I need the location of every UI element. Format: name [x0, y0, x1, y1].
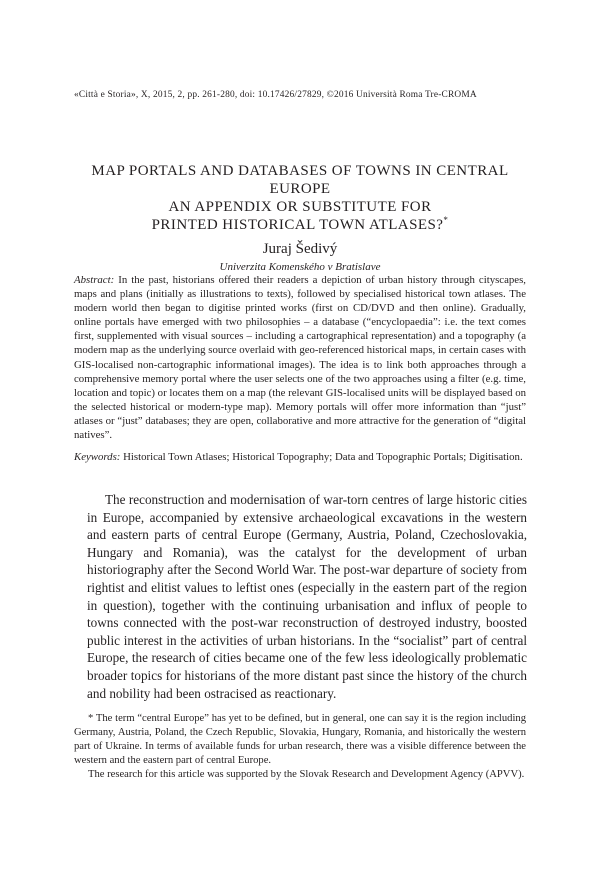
title-footnote-marker[interactable]: * [443, 215, 449, 225]
keywords-label: Keywords: [74, 451, 121, 463]
article-title-line-2: AN APPENDIX OR SUBSTITUTE FOR [168, 199, 432, 215]
title-block [60, 162, 540, 275]
keywords [74, 450, 526, 464]
abstract [74, 273, 526, 442]
abstract-text: In the past, historians offered their readers a depiction of urban history through cityscapes, maps and plans (initially as illustrations to texts), followed by specialised historical town atlases. The modern world then began to digitise printed works (first on CD/DVD and then online). Gradually, online portals have emerged with two philosophies – a database (“encyclopaedia”: i.e. the text comes first, supplemented with visual sources – including a cartographical representation) and a topography (a modern map as the underlying source overlaid with geo-referenced historical maps, in certain cases with GIS-localised non-cartographic informational images). The idea is to link both approaches through a comprehensive memory portal where the user selects one of the two approaches using a filter (e.g. time, location and topic) or locates them on a map (the relevant GIS-localised units will be displayed based on the selected historical or modern-type map). Memory portals will offer more information than “just” atlases or “just” databases; they are open, collaborative and more attractive for the generation of “digital natives”. [74, 274, 526, 442]
footnote-1: * The term “central Europe” has yet to be defined, but in general, one can say it is the region including Germany, Austria, Poland, the Czech Republic, Slovakia, Hungary, Romania, and historically the western part of Ukraine. In terms of available funds for urban research, there was a visible difference between the western and the eastern part of central Europe. [74, 713, 526, 766]
body-text [87, 491, 527, 702]
author-name: Juraj Šedivý [262, 241, 338, 257]
footnote-2: The research for this article was supported by the Slovak Research and Development Agency (APVV). [88, 769, 525, 780]
article-title-line-3 [60, 216, 540, 234]
abstract-label: Abstract: [74, 274, 115, 286]
author-affiliation: Univerzita Komenského v Bratislave [219, 261, 381, 273]
article-title-line-3-text: PRINTED HISTORICAL TOWN ATLASES? [151, 217, 444, 233]
footnotes [74, 712, 526, 782]
article-title-line-1: MAP PORTALS AND DATABASES OF TOWNS IN CENTRAL EUROPE [91, 163, 509, 197]
running-head: «Città e Storia», X, 2015, 2, pp. 261-280, doi: 10.17426/27829, ©2016 Università Roma Tre-CROMA [74, 90, 477, 100]
body-paragraph: The reconstruction and modernisation of war-torn centres of large historic cities in Europe, accompanied by extensive archaeological excavations in the western and eastern parts of central Europe (Germany, Austria, Poland, Czechoslovakia, Hungary and Romania), was the catalyst for the development of urban historiography after the Second World War. The post-war departure of society from rightist and elitist values to leftist ones (especially in the eastern part of the region in question), together with the continuing urbanisation and influx of people to towns connected with the post-war reconstruction of destroyed industry, boosted public interest in the activities of urban historians. In the “socialist” part of central Europe, the research of cities became one of the few less ideologically problematic broader topics for historians of the more distant past since the history of the church and nobility had been ostracised as reactionary. [87, 492, 527, 701]
keywords-text: Historical Town Atlases; Historical Topography; Data and Topographic Portals; Digitisation. [123, 451, 523, 463]
